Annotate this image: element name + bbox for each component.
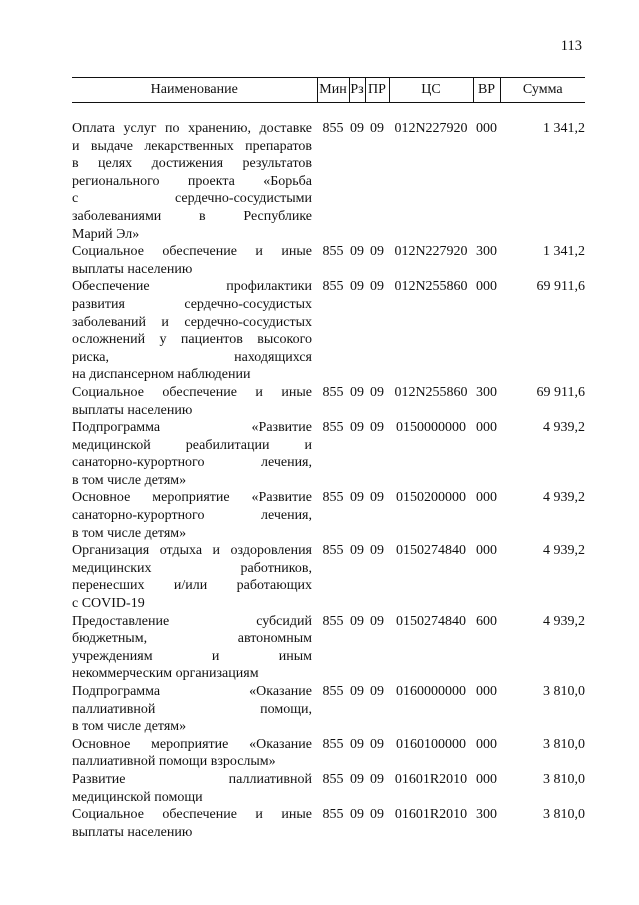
- header-spacer: [72, 103, 585, 121]
- row-min: 855: [322, 771, 344, 787]
- row-name-line: осложнений у пациентов высокого: [72, 332, 312, 348]
- row-name: [72, 278, 317, 384]
- row-name-line: Социальное обеспечение и иные: [72, 807, 312, 823]
- row-cs: 01601R2010: [394, 771, 468, 787]
- row-name-line: регионального проекта «Борьба: [72, 173, 312, 189]
- row-rz: 09: [350, 543, 364, 559]
- row-name-line: перенесших и/или работающих: [72, 578, 312, 594]
- row-cs: 0150274840: [396, 543, 466, 559]
- row-name: [72, 419, 317, 489]
- row-cs: 012N227920: [394, 121, 468, 136]
- row-name: [72, 542, 317, 612]
- header-name: Наименование: [72, 78, 317, 103]
- header-rz: Рз: [349, 78, 365, 103]
- row-vr: 000: [476, 279, 497, 295]
- row-name-tail: Марий Эл»: [72, 226, 140, 242]
- row-name: [72, 806, 317, 841]
- row-sum: 4 939,2: [543, 543, 585, 559]
- row-name-tail: в том числе детям»: [72, 525, 187, 541]
- row-name-line: Основное мероприятие «Развитие: [72, 490, 312, 506]
- row-name-line: санаторно-курортного лечения,: [72, 455, 312, 471]
- row-cs: 0160100000: [396, 736, 466, 752]
- header-pr: ПР: [365, 78, 389, 103]
- row-name-line: и выдаче лекарственных препаратов: [72, 138, 312, 154]
- row-name-line: бюджетным, автономным: [72, 631, 312, 647]
- row-name-line: Подпрограмма «Развитие: [72, 420, 312, 436]
- budget-table: [72, 77, 585, 841]
- row-name: [72, 384, 317, 419]
- page-number: 113: [560, 38, 582, 54]
- table-row: [72, 419, 585, 489]
- row-min: 855: [322, 420, 344, 436]
- table-row: [72, 806, 585, 841]
- table-row: [72, 243, 585, 278]
- table-row: [72, 384, 585, 419]
- table-header-row: [72, 78, 585, 103]
- header-min: Мин: [317, 78, 349, 103]
- row-vr: 300: [476, 807, 497, 823]
- row-cs: 012N255860: [394, 279, 468, 295]
- row-pr: 09: [370, 279, 384, 295]
- row-sum: 69 911,6: [536, 384, 585, 400]
- row-name-line: медицинской реабилитации и: [72, 437, 312, 453]
- row-sum: 4 939,2: [543, 613, 585, 629]
- row-cs: 01601R2010: [394, 807, 468, 823]
- row-min: 855: [322, 384, 344, 400]
- row-min: 855: [322, 807, 344, 823]
- row-name: [72, 771, 317, 806]
- table-row: [72, 736, 585, 771]
- row-name-line: с сердечно-сосудистыми: [72, 191, 312, 207]
- row-cs: 012N255860: [394, 384, 468, 400]
- row-sum: 3 810,0: [543, 771, 585, 787]
- header-cs: ЦС: [389, 78, 473, 103]
- row-name-line: заболеваниями в Республике: [72, 208, 312, 224]
- table-row: [72, 613, 585, 683]
- row-vr: 000: [476, 543, 497, 559]
- row-name: [72, 489, 317, 542]
- row-cs: 0150274840: [396, 613, 466, 629]
- row-vr: 000: [476, 684, 497, 699]
- row-name-line: Обеспечение профилактики: [72, 279, 312, 295]
- header-vr: ВР: [473, 78, 500, 103]
- row-name-line: Основное мероприятие «Оказание: [72, 736, 312, 752]
- row-name-line: развития сердечно-сосудистых: [72, 296, 312, 312]
- row-name-tail: выплаты населению: [72, 824, 193, 840]
- row-name-tail: выплаты населению: [72, 402, 193, 418]
- row-min: 855: [322, 490, 344, 506]
- row-min: 855: [322, 244, 344, 260]
- row-rz: 09: [350, 244, 364, 260]
- row-rz: 09: [350, 121, 364, 136]
- row-name-tail: с COVID-19: [72, 596, 145, 612]
- row-sum: 3 810,0: [543, 736, 585, 752]
- row-cs: 012N227920: [394, 244, 468, 260]
- row-name-tail: на диспансерном наблюдении: [72, 367, 251, 383]
- row-pr: 09: [370, 736, 384, 752]
- table-row: [72, 120, 585, 243]
- row-name-line: санаторно-курортного лечения,: [72, 508, 312, 524]
- row-rz: 09: [350, 736, 364, 752]
- row-name-line: заболеваний и сердечно-сосудистых: [72, 314, 312, 330]
- row-name-line: Оплата услуг по хранению, доставке: [72, 121, 312, 136]
- row-vr: 300: [476, 384, 497, 400]
- row-rz: 09: [350, 279, 364, 295]
- row-rz: 09: [350, 613, 364, 629]
- row-vr: 600: [476, 613, 497, 629]
- row-sum: 3 810,0: [543, 684, 585, 699]
- row-rz: 09: [350, 490, 364, 506]
- table-row: [72, 278, 585, 384]
- row-sum: 4 939,2: [543, 490, 585, 506]
- row-pr: 09: [370, 613, 384, 629]
- row-min: 855: [322, 543, 344, 559]
- table-row: [72, 683, 585, 736]
- row-pr: 09: [370, 543, 384, 559]
- row-vr: 000: [476, 771, 497, 787]
- row-vr: 000: [476, 121, 497, 136]
- table-row: [72, 542, 585, 612]
- row-name: [72, 243, 317, 278]
- row-name: [72, 736, 317, 771]
- row-cs: 0160000000: [396, 684, 466, 699]
- row-name-tail: выплаты населению: [72, 261, 193, 277]
- row-rz: 09: [350, 684, 364, 699]
- row-cs: 0150000000: [396, 420, 466, 436]
- row-name-line: в целях достижения результатов: [72, 156, 312, 172]
- row-rz: 09: [350, 420, 364, 436]
- row-name-line: Предоставление субсидий: [72, 613, 312, 629]
- row-name: [72, 683, 317, 736]
- header-sum: Сумма: [500, 78, 585, 103]
- row-name: [72, 120, 317, 243]
- row-name-line: Развитие паллиативной: [72, 771, 312, 787]
- row-name: [72, 613, 317, 683]
- row-sum: 1 341,2: [543, 244, 585, 260]
- row-name-tail: некоммерческим организациям: [72, 666, 259, 682]
- row-min: 855: [322, 279, 344, 295]
- row-name-line: Подпрограмма «Оказание: [72, 684, 312, 699]
- row-vr: 300: [476, 244, 497, 260]
- row-pr: 09: [370, 420, 384, 436]
- row-pr: 09: [370, 121, 384, 136]
- row-pr: 09: [370, 684, 384, 699]
- row-rz: 09: [350, 771, 364, 787]
- row-vr: 000: [476, 736, 497, 752]
- row-name-line: риска, находящихся: [72, 349, 312, 365]
- row-sum: 1 341,2: [543, 121, 585, 136]
- row-name-tail: паллиативной помощи взрослым»: [72, 754, 276, 770]
- row-min: 855: [322, 684, 344, 699]
- row-pr: 09: [370, 807, 384, 823]
- row-name-tail: в том числе детям»: [72, 472, 187, 488]
- row-min: 855: [322, 736, 344, 752]
- row-min: 855: [322, 121, 344, 136]
- row-name-line: учреждениям и иным: [72, 648, 312, 664]
- row-name-line: Организация отдыха и оздоровления: [72, 543, 312, 559]
- row-sum: 69 911,6: [536, 279, 585, 295]
- table-row: [72, 771, 585, 806]
- row-name-tail: в том числе детям»: [72, 719, 187, 735]
- row-pr: 09: [370, 771, 384, 787]
- row-vr: 000: [476, 420, 497, 436]
- row-pr: 09: [370, 384, 384, 400]
- row-rz: 09: [350, 384, 364, 400]
- row-pr: 09: [370, 490, 384, 506]
- row-name-tail: медицинской помощи: [72, 789, 203, 805]
- row-name-line: медицинских работников,: [72, 560, 312, 576]
- row-rz: 09: [350, 807, 364, 823]
- row-name-line: Социальное обеспечение и иные: [72, 244, 312, 260]
- row-min: 855: [322, 613, 344, 629]
- row-name-line: паллиативной помощи,: [72, 701, 312, 717]
- row-sum: 4 939,2: [543, 420, 585, 436]
- row-vr: 000: [476, 490, 497, 506]
- table-row: [72, 489, 585, 542]
- row-pr: 09: [370, 244, 384, 260]
- row-name-line: Социальное обеспечение и иные: [72, 384, 312, 400]
- row-cs: 0150200000: [396, 490, 466, 506]
- row-sum: 3 810,0: [543, 807, 585, 823]
